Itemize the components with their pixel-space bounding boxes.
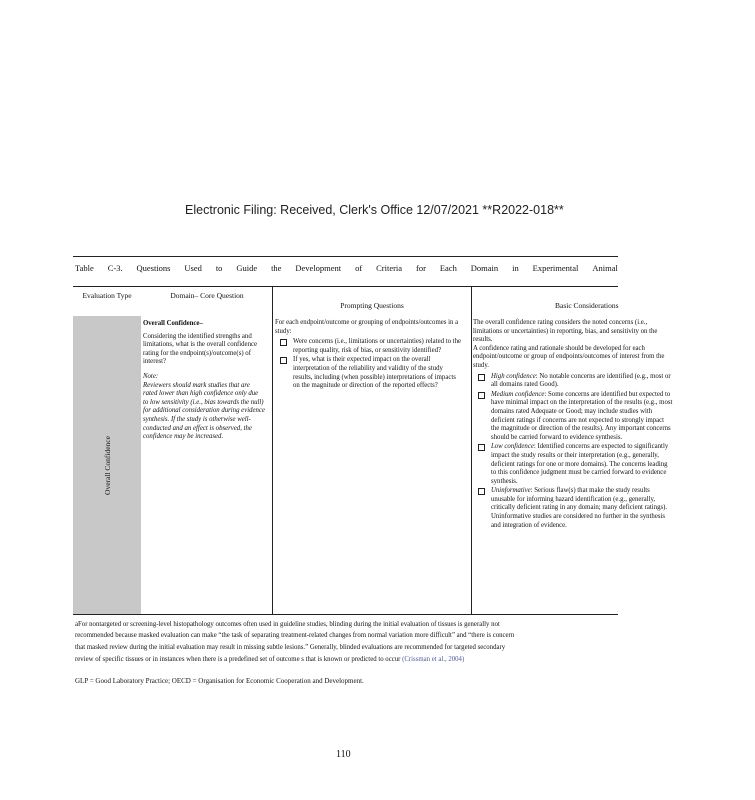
table-title-word: C-3. xyxy=(107,263,123,273)
list-item: If yes, what is their expected impact on the overall interpretation of the reliability and validity of the study results, including (when possible) interpretations of impacts on the magnitude or direction of the reported effects? xyxy=(275,356,463,390)
footnote-line: recommended because masked evaluation can make “the task of separating treatment-related changes from normal variation more difficult” and “there is concern xyxy=(75,632,515,639)
row-label-text: Overall Confidence xyxy=(102,435,112,495)
table-title-word: Table xyxy=(75,263,94,273)
note-text: Reviewers should mark studies that are rated lower than high confidence only due to low sensitivity (i.e., bias towards the null) for additional consideration during evidence synthesis. If the study is otherwise well-conducted and an effect is observed, the confidence may be increased. xyxy=(143,381,265,441)
footnote-line: that masked review during the initial evaluation may result in missing subtle lesions.” Generally, blinded evaluations are recommended for targeted secondary xyxy=(75,644,506,651)
table-title-word: Domain xyxy=(470,263,499,273)
table-title-word: Development xyxy=(295,263,342,273)
table-title-word: Experimental xyxy=(532,263,579,273)
col-header-basic: Basic Considerations xyxy=(555,301,619,310)
note-label: Note: xyxy=(143,372,159,380)
checkbox-bullet-icon xyxy=(280,357,287,364)
table-title-word: to xyxy=(215,263,223,273)
table-bottom-rule xyxy=(73,614,618,615)
column-divider xyxy=(272,286,273,614)
table-title-word: for xyxy=(416,263,426,273)
basic-intro: The overall confidence rating considers the noted concerns (i.e., limitations or uncertainties) in reporting, bias, and sensitivity on the results. xyxy=(473,319,658,344)
table-title-word: the xyxy=(271,263,282,273)
table-title-word: Used xyxy=(184,263,202,273)
checkbox-bullet-icon xyxy=(478,374,485,381)
table-header-rule xyxy=(73,286,618,287)
filing-stamp: Electronic Filing: Received, Clerk's Office 12/07/2021 **R2022-018** xyxy=(185,203,564,217)
list-item: Low confidence: Identified concerns are expected to significantly impact the study results or their interpretation (e.g., generally, deficient ratings for one or more domains). The concerns leading to this confidence judgment must be carried forward to evidence synthesis. xyxy=(473,443,673,486)
checkbox-bullet-icon xyxy=(478,444,485,451)
list-item: Uninformative: Serious flaw(s) that make the study results unusable for informing hazard identification (e.g., generally, critically deficient rating in any domain; many deficient ratings). Uninformative studies are considered no further in the synthesis and integration of evidence. xyxy=(473,487,673,530)
table-top-rule xyxy=(73,256,618,257)
table-title xyxy=(75,263,618,273)
col-header-domain-core: Domain– Core Question xyxy=(170,291,244,300)
col-header-evaluation-type: Evaluation Type xyxy=(82,291,132,300)
citation-link[interactable]: (Crissman et al., 2004) xyxy=(402,656,465,663)
core-question-cell xyxy=(143,320,265,442)
column-divider xyxy=(471,286,472,614)
checkbox-bullet-icon xyxy=(478,488,485,495)
table-title-word: in xyxy=(512,263,519,273)
list-item: High confidence: No notable concerns are identified (e.g., most or all domains rated Good). xyxy=(473,373,673,390)
footnote-line: review of specific tissues or in instances when there is a predefined set of outcome s that is known or predicted to occur (Crissman et al., 2004) xyxy=(75,656,465,663)
checkbox-bullet-icon xyxy=(280,339,287,346)
list-item: Were concerns (i.e., limitations or uncertainties) related to the reporting quality, risk of bias, or sensitivity identified? xyxy=(275,338,463,355)
prompting-intro: For each endpoint/outcome or grouping of endpoints/outcomes in a study: xyxy=(275,319,459,335)
table-title-word: Criteria xyxy=(376,263,403,273)
table-title-word: Guide xyxy=(236,263,258,273)
table-title-word: of xyxy=(355,263,363,273)
prompting-cell xyxy=(275,319,463,392)
basic-intro-2: A confidence rating and rationale should be developed for each endpoint/outcome or group of endpoints/outcomes of interest from the study. xyxy=(473,344,665,369)
abbreviations: GLP = Good Laboratory Practice; OECD = Organisation for Economic Cooperation and Development. xyxy=(75,677,364,685)
core-question: Considering the identified strengths and limitations, what is the overall confidence rating for the endpoint(s)/outcome(s) of interest? xyxy=(143,332,258,366)
col-header-prompting: Prompting Questions xyxy=(340,301,404,310)
checkbox-bullet-icon xyxy=(478,392,485,399)
list-item: Medium confidence: Some concerns are identified but expected to have minimal impact on the interpretation of the results (e.g., most domains rated Adequate or Good; may include studies with deficient ratings if concerns are not expected to strongly impact the magnitude or direction of the results). Any important concerns should be carried forward to evidence synthesis. xyxy=(473,391,673,443)
basic-considerations-cell xyxy=(473,319,673,531)
footnote-line: aFor nontargeted or screening-level histopathology outcomes often used in guideline studies, blinding during the initial evaluation of tissues is generally not xyxy=(75,621,500,628)
table-title-word: Each xyxy=(439,263,457,273)
table-title-word: Animal xyxy=(592,263,618,273)
page-number: 110 xyxy=(336,749,351,760)
row-label xyxy=(73,316,141,614)
core-heading: Overall Confidence– xyxy=(143,320,203,327)
table-title-word: Questions xyxy=(136,263,171,273)
